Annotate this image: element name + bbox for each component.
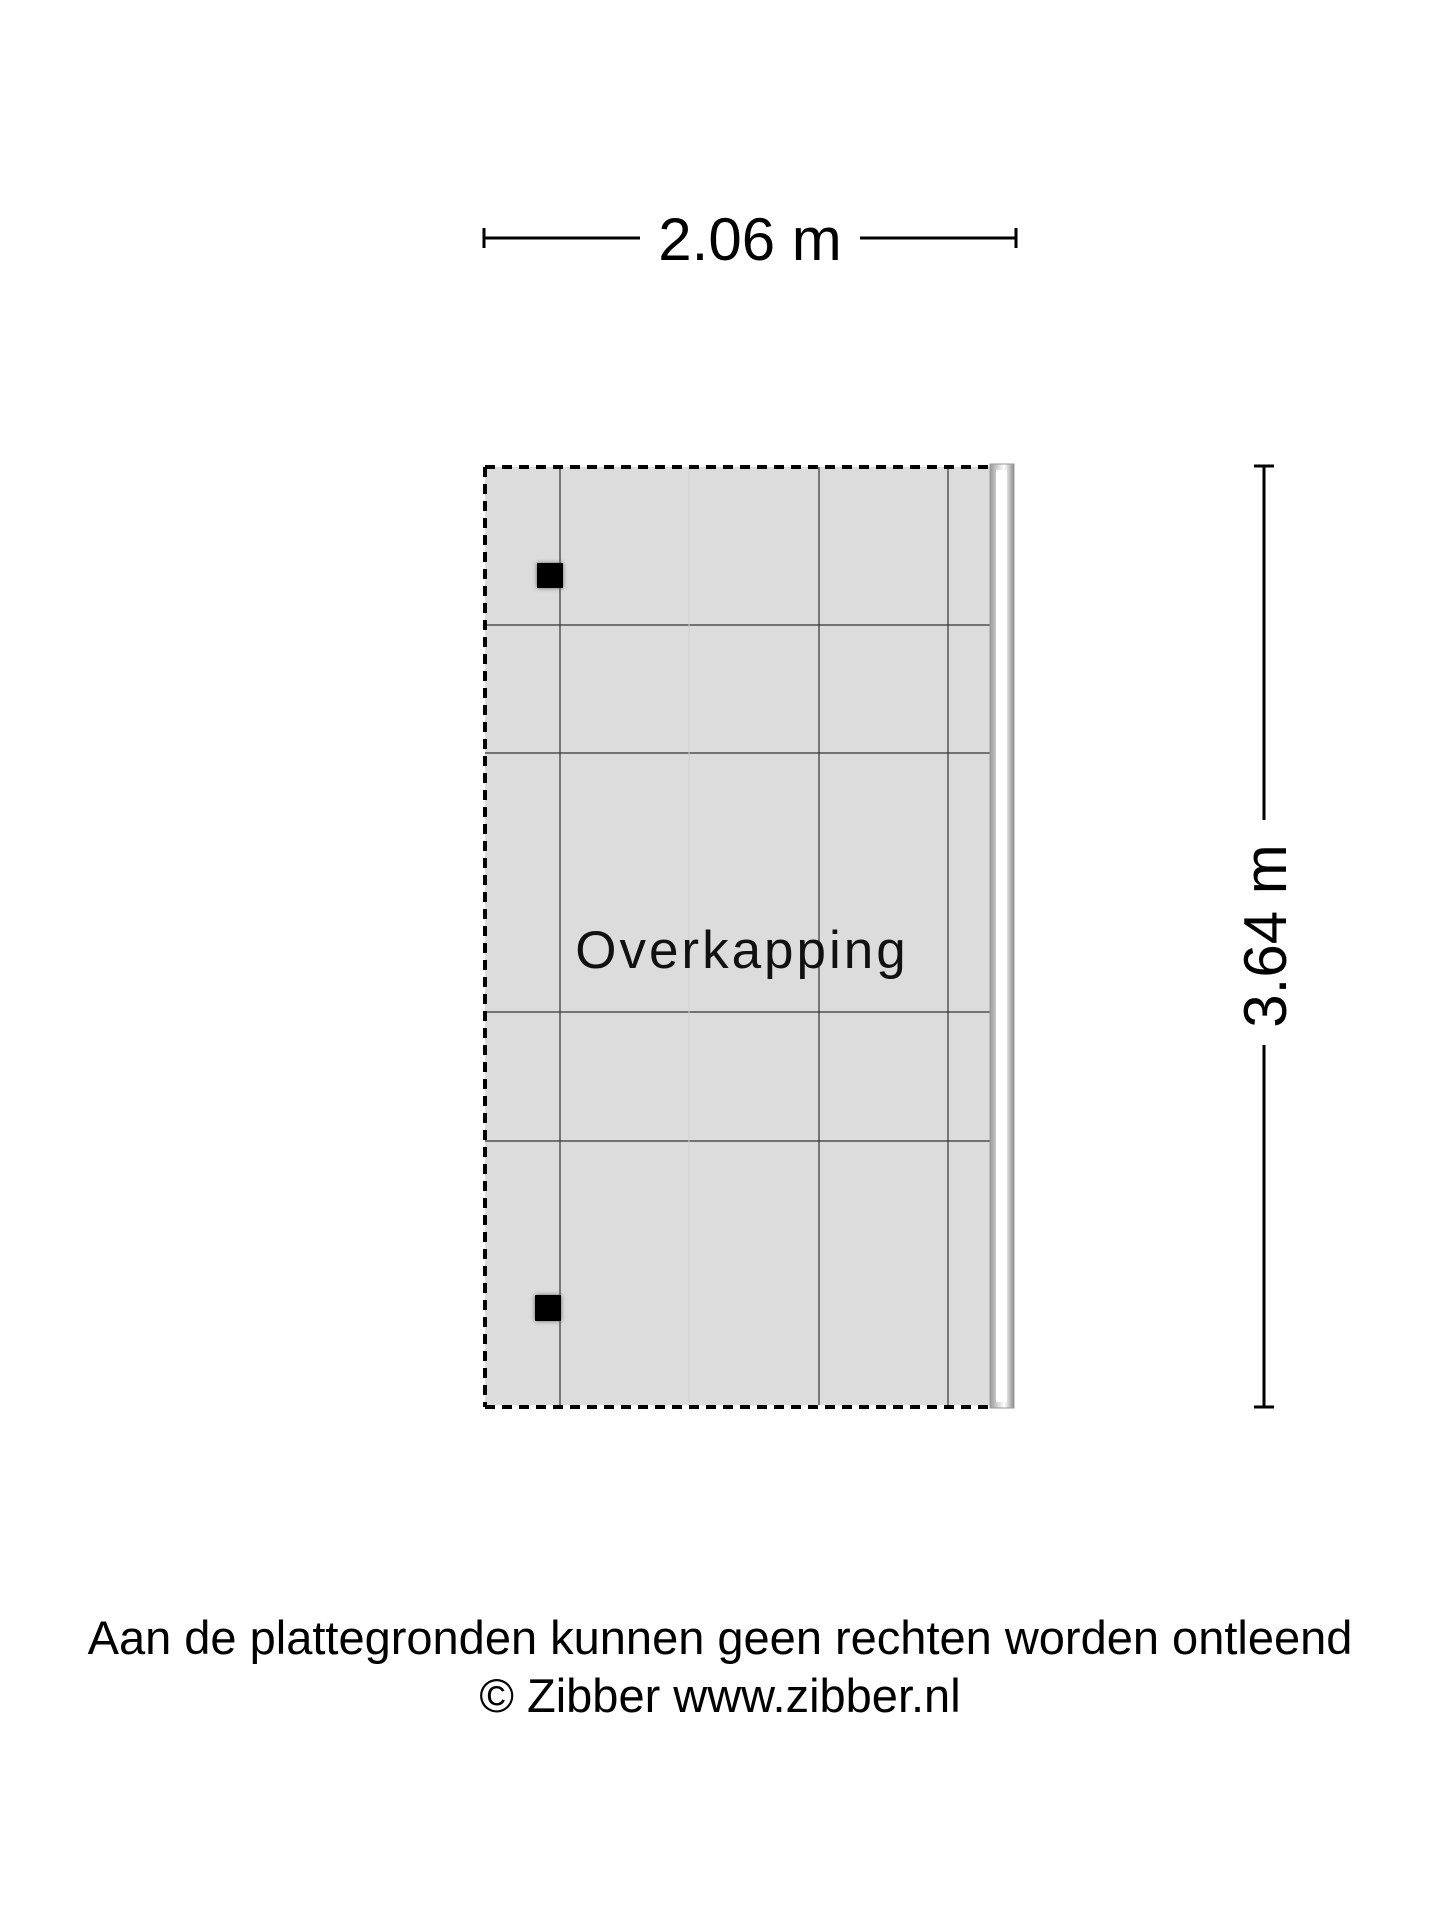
height-dimension bbox=[1232, 466, 1299, 1407]
room-label: Overkapping bbox=[575, 921, 909, 980]
room-overkapping bbox=[485, 464, 1014, 1408]
disclaimer-text: Aan de plattegronden kunnen geen rechten worden ontleend bbox=[87, 1611, 1353, 1664]
copyright-text: © Zibber www.zibber.nl bbox=[479, 1669, 961, 1722]
post-bottom bbox=[535, 1295, 561, 1321]
post-top bbox=[537, 563, 563, 588]
right-wall-inner bbox=[996, 470, 1007, 1402]
height-label: 3.64 m bbox=[1232, 844, 1299, 1028]
width-dimension bbox=[484, 206, 1016, 273]
width-label: 2.06 m bbox=[658, 206, 842, 273]
